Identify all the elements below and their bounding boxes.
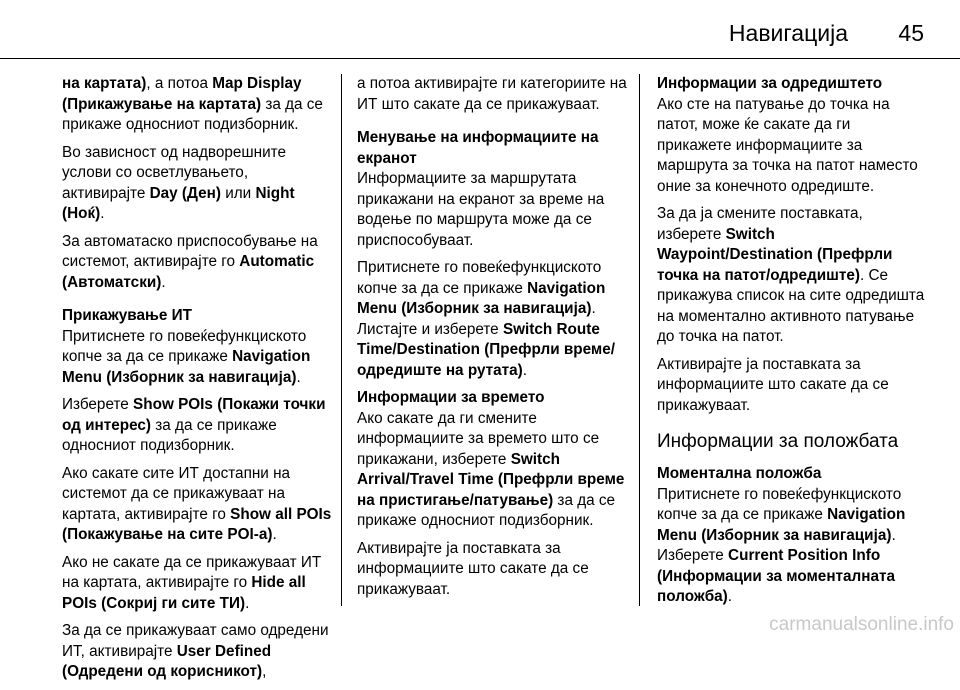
paragraph: а потоа активирајте ги категориите на ИТ што сакате да се прикажуваат. [357,75,627,113]
paragraph: Ако сакате сите ИТ достапни на системот да се прикажуваат на картата, активирајте го Show all POIs (Покажување на сите POI-а). [62,464,332,543]
section-heading: Информации за положбата [657,431,899,452]
subheading: Информации за времето [357,389,545,406]
page-header [0,0,960,60]
page-number: 45 [898,20,924,46]
subheading: Моментална положба [657,465,822,482]
paragraph: За да ја смените поставката, изберете Switch Waypoint/Destination (Префрли точка на патот/одредиште). Се прикажува список на сите одредишта на моментално активното патување до точка на патот. [657,205,925,345]
paragraph: Притиснете го повеќефункциското копче за да се прикаже Navigation Menu (Изборник за навигација). Изберете Current Position Info (Информации за моменталната положба). [657,485,906,605]
paragraph: Ако сакате да ги смените информациите за времето што се прикажани, изберете Switch Arrival/Travel Time (Префрли време на пристигање/патување) за да се прикаже односниот подизборник. [357,409,625,529]
paragraph: Изберете Show POIs (Покажи точки од интерес) за да се прикаже односниот подизборник. [62,396,326,454]
header-title: Навигација [728,20,848,46]
subheading: Менување на информациите на екранот [357,129,599,167]
paragraph: Ако сте на патување до точка на патот, може ќе сакате да ги прикажете информациите за маршрута за точка на патот наместо оние за конечното одредиште. [657,95,918,195]
column-2 [357,74,627,607]
paragraph: Активирајте ја поставката за информациите што сакате да се прикажуваат. [657,355,889,414]
paragraph: Притиснете го повеќефункциското копче за да се прикаже Navigation Menu (Изборник за навигација). [62,327,311,386]
subheading: Информации за одредиштето [657,75,883,92]
paragraph: Активирајте ја поставката за информациите што сакате да се прикажуваат. [357,539,589,598]
paragraph: За автоматаско приспособување на системот, активирајте го Automatic (Автоматски). [62,232,318,291]
paragraph: За да се прикажуваат само одредени ИТ, активирајте User Defined (Одредени од корисникот), [62,622,329,680]
header-rule [0,58,960,59]
column-divider [639,74,640,606]
column-3 [657,74,927,615]
column-1 [62,74,332,690]
subheading: Прикажување ИТ [62,307,192,324]
watermark: carmanualsonline.info [769,614,954,635]
paragraph: на картата), а потоа Map Display (Прикажување на картата) за да се прикаже односниот подизборник. [62,75,323,133]
column-divider [341,74,342,606]
paragraph: Во зависност од надворешните услови со осветлувањето, активирајте Day (Ден) или Night (Ноќ). [62,143,295,222]
paragraph: Притиснете го повеќефункциското копче за да се прикаже Navigation Menu (Изборник за навигација). Листајте и изберете Switch Route Time/Destination (Префрли време/одредиште на рутата). [357,259,616,379]
paragraph: Ако не сакате да се прикажуваат ИТ на картата, активирајте го Hide all POIs (Сокриј ги сите ТИ). [62,553,322,612]
paragraph: Информациите за маршрутата прикажани на екранот за време на водење по маршрута може да се приспособуваат. [357,170,605,249]
